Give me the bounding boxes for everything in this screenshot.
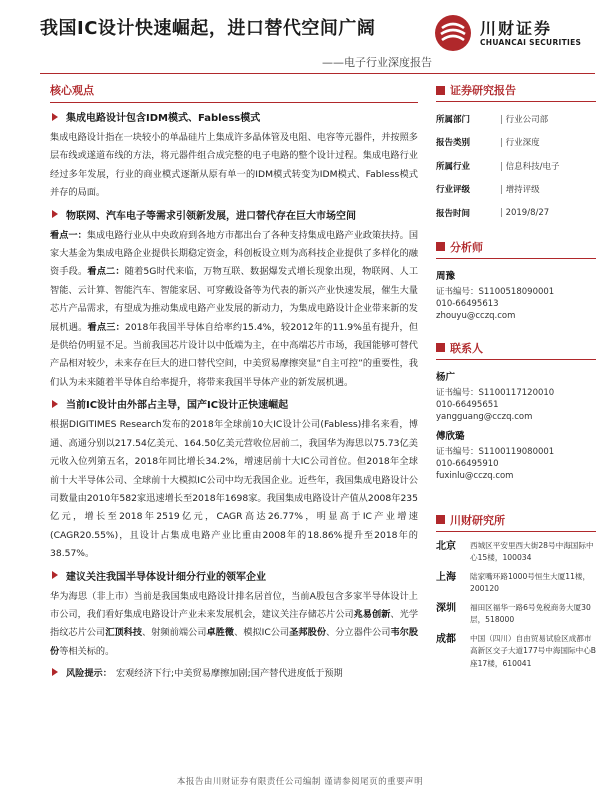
contact-email-link[interactable]: fuxinlu@cczq.com [436, 470, 514, 481]
section-title-2: 物联网、汽车电子等需求引领新发展，进口替代存在巨大市场空间 [50, 207, 418, 222]
section-1-paragraph: 集成电路设计指在一块较小的单晶硅片上集成许多晶体管及电阻、电容等元器件，并按照多层布线或遂道布线的方法，将元器件组合成完整的电子电路的整个设计过程。集成电路行业经过多年发展，行业的商业模式逐渐从原有单一的IDM模式转变为IDM模式、Fabless模式并存的局面。 [50, 132, 418, 199]
triangle-bullet-icon [52, 210, 58, 218]
info-row: 行业评级 | 增持评级 [436, 178, 596, 202]
info-row: 所属部门 | 行业公司部 [436, 107, 596, 131]
research-institute-divider [436, 531, 596, 532]
office-address: 深圳 福田区福华一路6号免税商务大厦30层，518000 [436, 602, 591, 624]
logo-chinese-name: 川财证券 [480, 19, 553, 38]
analyst-divider [436, 258, 596, 259]
square-bullet-icon [436, 515, 445, 524]
section-title-4: 建议关注我国半导体设计细分行业的领军企业 [50, 568, 418, 583]
office-address: 成都 中国（四川）自由贸易试验区成都市高新区交子大道177号中海国际中心B座17楼，610041 [436, 633, 597, 668]
section-title-3: 当前IC设计由外部占主导，国产IC设计正快速崛起 [50, 396, 418, 411]
section-3-paragraph: 根据DIGITIMES Research发布的2018年全球前10大IC设计公司(Fabless)排名来看，博通、高通分别以217.54亿美元、164.50亿美元营收位居前二，我国华为海思以75.73亿美元收入位列第五名，2018年同比增长34.2%，增速居前十大IC公司首位。但2018年全球前十大半导体公司、全球前十大模拟IC公司中均无我国企业。近些年，我国集成电路设计公司数量由2010年582家迅速增长至2018年1698家。我国集成电路设计产值从2008年235亿元，增长至2018年2519亿元，CAGR高达26.77%，明显高于IC产业增速(CAGR20.55%)，且设计占集成电路产业比重由2008年的18.86%提升至2018年的38.57%。 [50, 419, 418, 560]
section-title-1: 集成电路设计包含IDM模式、Fabless模式 [50, 109, 418, 124]
risk-text: 宏观经济下行;中美贸易摩擦加剧;国产替代进度低于预期 [115, 668, 343, 680]
company-logo [434, 14, 594, 54]
office-address: 北京 西城区平安里西大街28号中海国际中心15楼，100034 [436, 540, 594, 562]
triangle-bullet-icon [52, 400, 58, 408]
core-views-column [50, 82, 418, 679]
contact-divider [436, 359, 596, 360]
info-row: 报告时间 | 2019/8/27 [436, 201, 596, 225]
contact-card: 杨广 证书编号：S1100117120010 010-66495651 yangguang@cczq.com [436, 372, 596, 423]
section-4-paragraph: 华为海思（非上市）当前是我国集成电路设计排名居首位，当前A股包含多家半导体设计上市公司，我们看好集成电路设计产业未来发展机会，建议关注存储芯片公司兆易创新、光学指纹芯片公司汇顶科技、射频前端公司卓胜微、模拟IC公司圣邦股份、分立器件公司韦尔股份等相关标的。 [50, 590, 419, 657]
section-2-paragraph: 看点一：集成电路行业从中央政府到各地方市都出台了各种支持集成电路产业政策扶持。国家大基金为集成电路企业提供长期稳定资金，科创板设立则为高科技企业提供了多样化的融资手段。看点二：随着5G时代来临，万物互联、数据爆发式增长现象出现，物联网、人工智能、云计算、智能汽车、智能家居、可穿戴设备等为代表的新兴产业快速发展，催生大量芯片产品需求，有望成为推动集成电路产业发展的新动力，为集成电路设计企业带来新的发展机遇。看点三：2018年我国半导体自给率约15.4%，较2012年的11.9%虽有提升，但是供给仍明显不足。当前我国芯片设计以中低端为主，在中高端芯片市场，我国能够可替代产品相对较少，未来存在巨大的进口替代空间，中美贸易摩擦突显“自主可控”的重要性，我们认为未来随着半导体自给率提升，将带来我国半导体产业的新发展机遇。 [50, 229, 419, 388]
report-subtitle: ——电子行业深度报告 [322, 56, 432, 69]
analyst-email-link[interactable]: zhouyu@cczq.com [436, 310, 516, 321]
info-row: 所属行业 | 信息科技/电子 [436, 154, 596, 178]
square-bullet-icon [436, 343, 445, 352]
analyst-heading: 分析师 [436, 239, 596, 255]
core-views-label: 核心观点 [50, 84, 94, 97]
risk-label: 风险提示： [66, 668, 112, 680]
page-footer: 本报告由川财证券有限责任公司编制 谨请参阅尾页的重要声明 [176, 777, 424, 787]
contact-email-link[interactable]: yangguang@cczq.com [436, 411, 533, 422]
contact-card: 傅欣璐 证书编号：S1100119080001 010-66495910 fuxinlu@cczq.com [436, 431, 596, 482]
report-info-heading: 证券研究报告 [436, 82, 596, 98]
triangle-bullet-icon [52, 571, 58, 579]
square-bullet-icon [436, 86, 445, 95]
report-info-divider [436, 101, 596, 102]
risk-warning [50, 665, 418, 679]
chuancai-logo-icon [434, 14, 472, 52]
sidebar-column [436, 82, 596, 676]
analyst-card: 周豫 证书编号：S1100518090001 010-66495613 zhouyu@cczq.com [436, 271, 596, 322]
info-row: 报告类别 | 行业深度 [436, 131, 596, 155]
report-title: 我国IC设计快速崛起，进口替代空间广阔 [40, 18, 376, 39]
contact-heading: 联系人 [436, 340, 596, 356]
office-address: 上海 陆家嘴环路1000号恒生大厦11楼，200120 [436, 571, 591, 593]
triangle-bullet-icon [52, 668, 58, 676]
square-bullet-icon [436, 242, 445, 251]
core-views-divider [50, 102, 418, 103]
logo-english-name: CHUANCAI SECURITIES [480, 38, 582, 47]
header-divider [40, 73, 595, 74]
research-institute-heading: 川财研究所 [436, 512, 596, 528]
triangle-bullet-icon [52, 113, 58, 121]
